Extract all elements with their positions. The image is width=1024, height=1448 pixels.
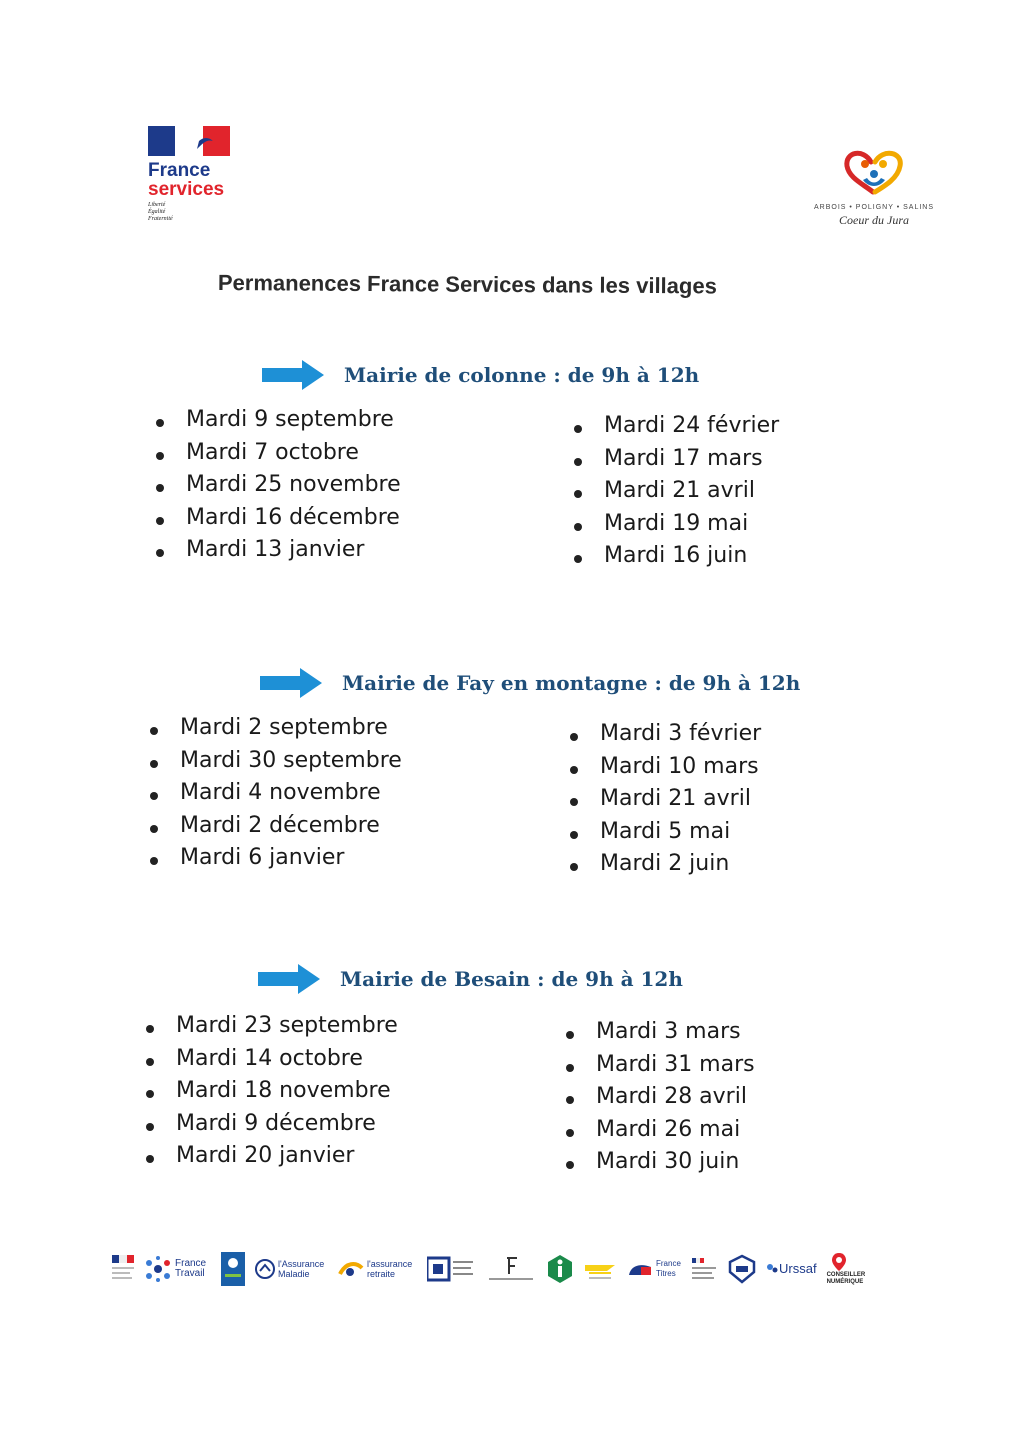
list-item: Mardi 28 avril [568, 1081, 755, 1114]
marianne-flag-icon [148, 126, 230, 156]
dates-list-right [568, 1016, 755, 1179]
info-icon [547, 1254, 573, 1284]
list-item: Mardi 10 mars [572, 751, 761, 784]
msa-logo [427, 1256, 475, 1282]
list-item: Mardi 20 janvier [148, 1140, 398, 1173]
section-fay-en-montagne [0, 666, 1024, 906]
list-item: Mardi 30 septembre [152, 745, 402, 778]
list-item: Mardi 17 mars [576, 443, 779, 476]
list-item: Mardi 26 mai [568, 1114, 755, 1147]
france-travail-label: France Travail [175, 1258, 207, 1279]
page-title: Permanences France Services dans les villages [217, 270, 717, 299]
motto-egalite: Égalité [148, 209, 166, 215]
coeur-du-jura-towns: ARBOIS • POLIGNY • SALINS [813, 204, 935, 211]
list-item: Mardi 5 mai [572, 816, 761, 849]
republic-motto [148, 202, 248, 223]
assurance-maladie-icon [255, 1259, 275, 1279]
la-poste-logo [583, 1257, 617, 1281]
france-services-logo [148, 126, 248, 223]
dots-network-icon [144, 1255, 172, 1283]
location-pin-icon [831, 1252, 847, 1272]
dates-list-left [158, 404, 401, 567]
assurance-retraite-label: l'assurance retraite [367, 1259, 413, 1279]
section-heading: Mairie de colonne : de 9h à 12h [344, 363, 700, 387]
list-item: Mardi 23 septembre [148, 1010, 398, 1043]
right-arrow-icon [260, 668, 322, 698]
heart-people-icon [843, 148, 905, 198]
info-point-logo [547, 1254, 573, 1284]
france-travail-logo [144, 1255, 211, 1283]
list-item: Mardi 13 janvier [158, 534, 401, 567]
france-services-line2: services [148, 179, 225, 200]
list-item: Mardi 25 novembre [158, 469, 401, 502]
conseiller-numerique-label: CONSEILLER NUMÉRIQUE [826, 1272, 866, 1285]
finances-publiques-icon [485, 1254, 537, 1284]
list-item: Mardi 9 décembre [148, 1108, 398, 1141]
france-services-line1: France [148, 160, 211, 181]
coeur-du-jura-logo [812, 148, 936, 228]
list-item: Mardi 2 juin [572, 848, 761, 881]
assurance-retraite-logo [338, 1259, 417, 1279]
ministere-logo [692, 1256, 718, 1282]
list-item: Mardi 3 février [572, 718, 761, 751]
list-item: Mardi 2 septembre [152, 712, 402, 745]
motto-fraternite: Fraternité [148, 216, 173, 222]
assurance-maladie-logo [255, 1259, 328, 1279]
partner-logos [112, 1244, 872, 1294]
shield-icon [728, 1254, 756, 1284]
right-arrow-icon [262, 360, 324, 390]
france-titres-label: France Titres [656, 1259, 681, 1278]
dates-list-left [152, 712, 402, 875]
assurance-retraite-icon [338, 1260, 364, 1278]
motto-liberte: Liberté [148, 202, 166, 208]
urssaf-icon [766, 1263, 778, 1275]
list-item: Mardi 3 mars [568, 1016, 755, 1049]
coeur-du-jura-name: Coeur du Jura [839, 213, 909, 227]
section-heading: Mairie de Fay en montagne : de 9h à 12h [342, 671, 801, 695]
list-item: Mardi 18 novembre [148, 1075, 398, 1108]
section-heading: Mairie de Besain : de 9h à 12h [340, 967, 683, 991]
ministere-icon [692, 1256, 718, 1282]
list-item: Mardi 21 avril [576, 475, 779, 508]
list-item: Mardi 2 décembre [152, 810, 402, 843]
list-item: Mardi 16 décembre [158, 502, 401, 535]
right-arrow-icon [258, 964, 320, 994]
list-item: Mardi 4 novembre [152, 777, 402, 810]
list-item: Mardi 6 janvier [152, 842, 402, 875]
finances-publiques-logo [485, 1254, 537, 1284]
list-item: Mardi 16 juin [576, 540, 779, 573]
list-item: Mardi 19 mai [576, 508, 779, 541]
list-item: Mardi 7 octobre [158, 437, 401, 470]
list-item: Mardi 9 septembre [158, 404, 401, 437]
marianne-profile-icon [193, 129, 223, 155]
dates-list-right [572, 718, 761, 881]
msa-icon [427, 1256, 475, 1282]
urssaf-label: Urssaf [779, 1261, 817, 1276]
section-colonne [0, 358, 1024, 598]
france-titres-icon [627, 1261, 653, 1277]
france-titres-logo [627, 1259, 682, 1279]
list-item: Mardi 24 février [576, 410, 779, 443]
flag-icon [112, 1255, 134, 1283]
conseiller-numerique-logo [827, 1252, 871, 1286]
list-item: Mardi 14 octobre [148, 1043, 398, 1076]
list-item: Mardi 21 avril [572, 783, 761, 816]
republique-francaise-logo [112, 1255, 134, 1283]
dates-list-left [148, 1010, 398, 1173]
section-besain [0, 962, 1024, 1202]
list-item: Mardi 30 juin [568, 1146, 755, 1179]
caf-logo [221, 1252, 245, 1286]
gendarmerie-logo [728, 1254, 756, 1284]
urssaf-logo [766, 1263, 817, 1275]
list-item: Mardi 31 mars [568, 1049, 755, 1082]
la-poste-icon [583, 1257, 617, 1281]
dates-list-right [576, 410, 779, 573]
assurance-maladie-label: l'Assurance Maladie [278, 1259, 325, 1279]
caf-icon [221, 1252, 245, 1286]
